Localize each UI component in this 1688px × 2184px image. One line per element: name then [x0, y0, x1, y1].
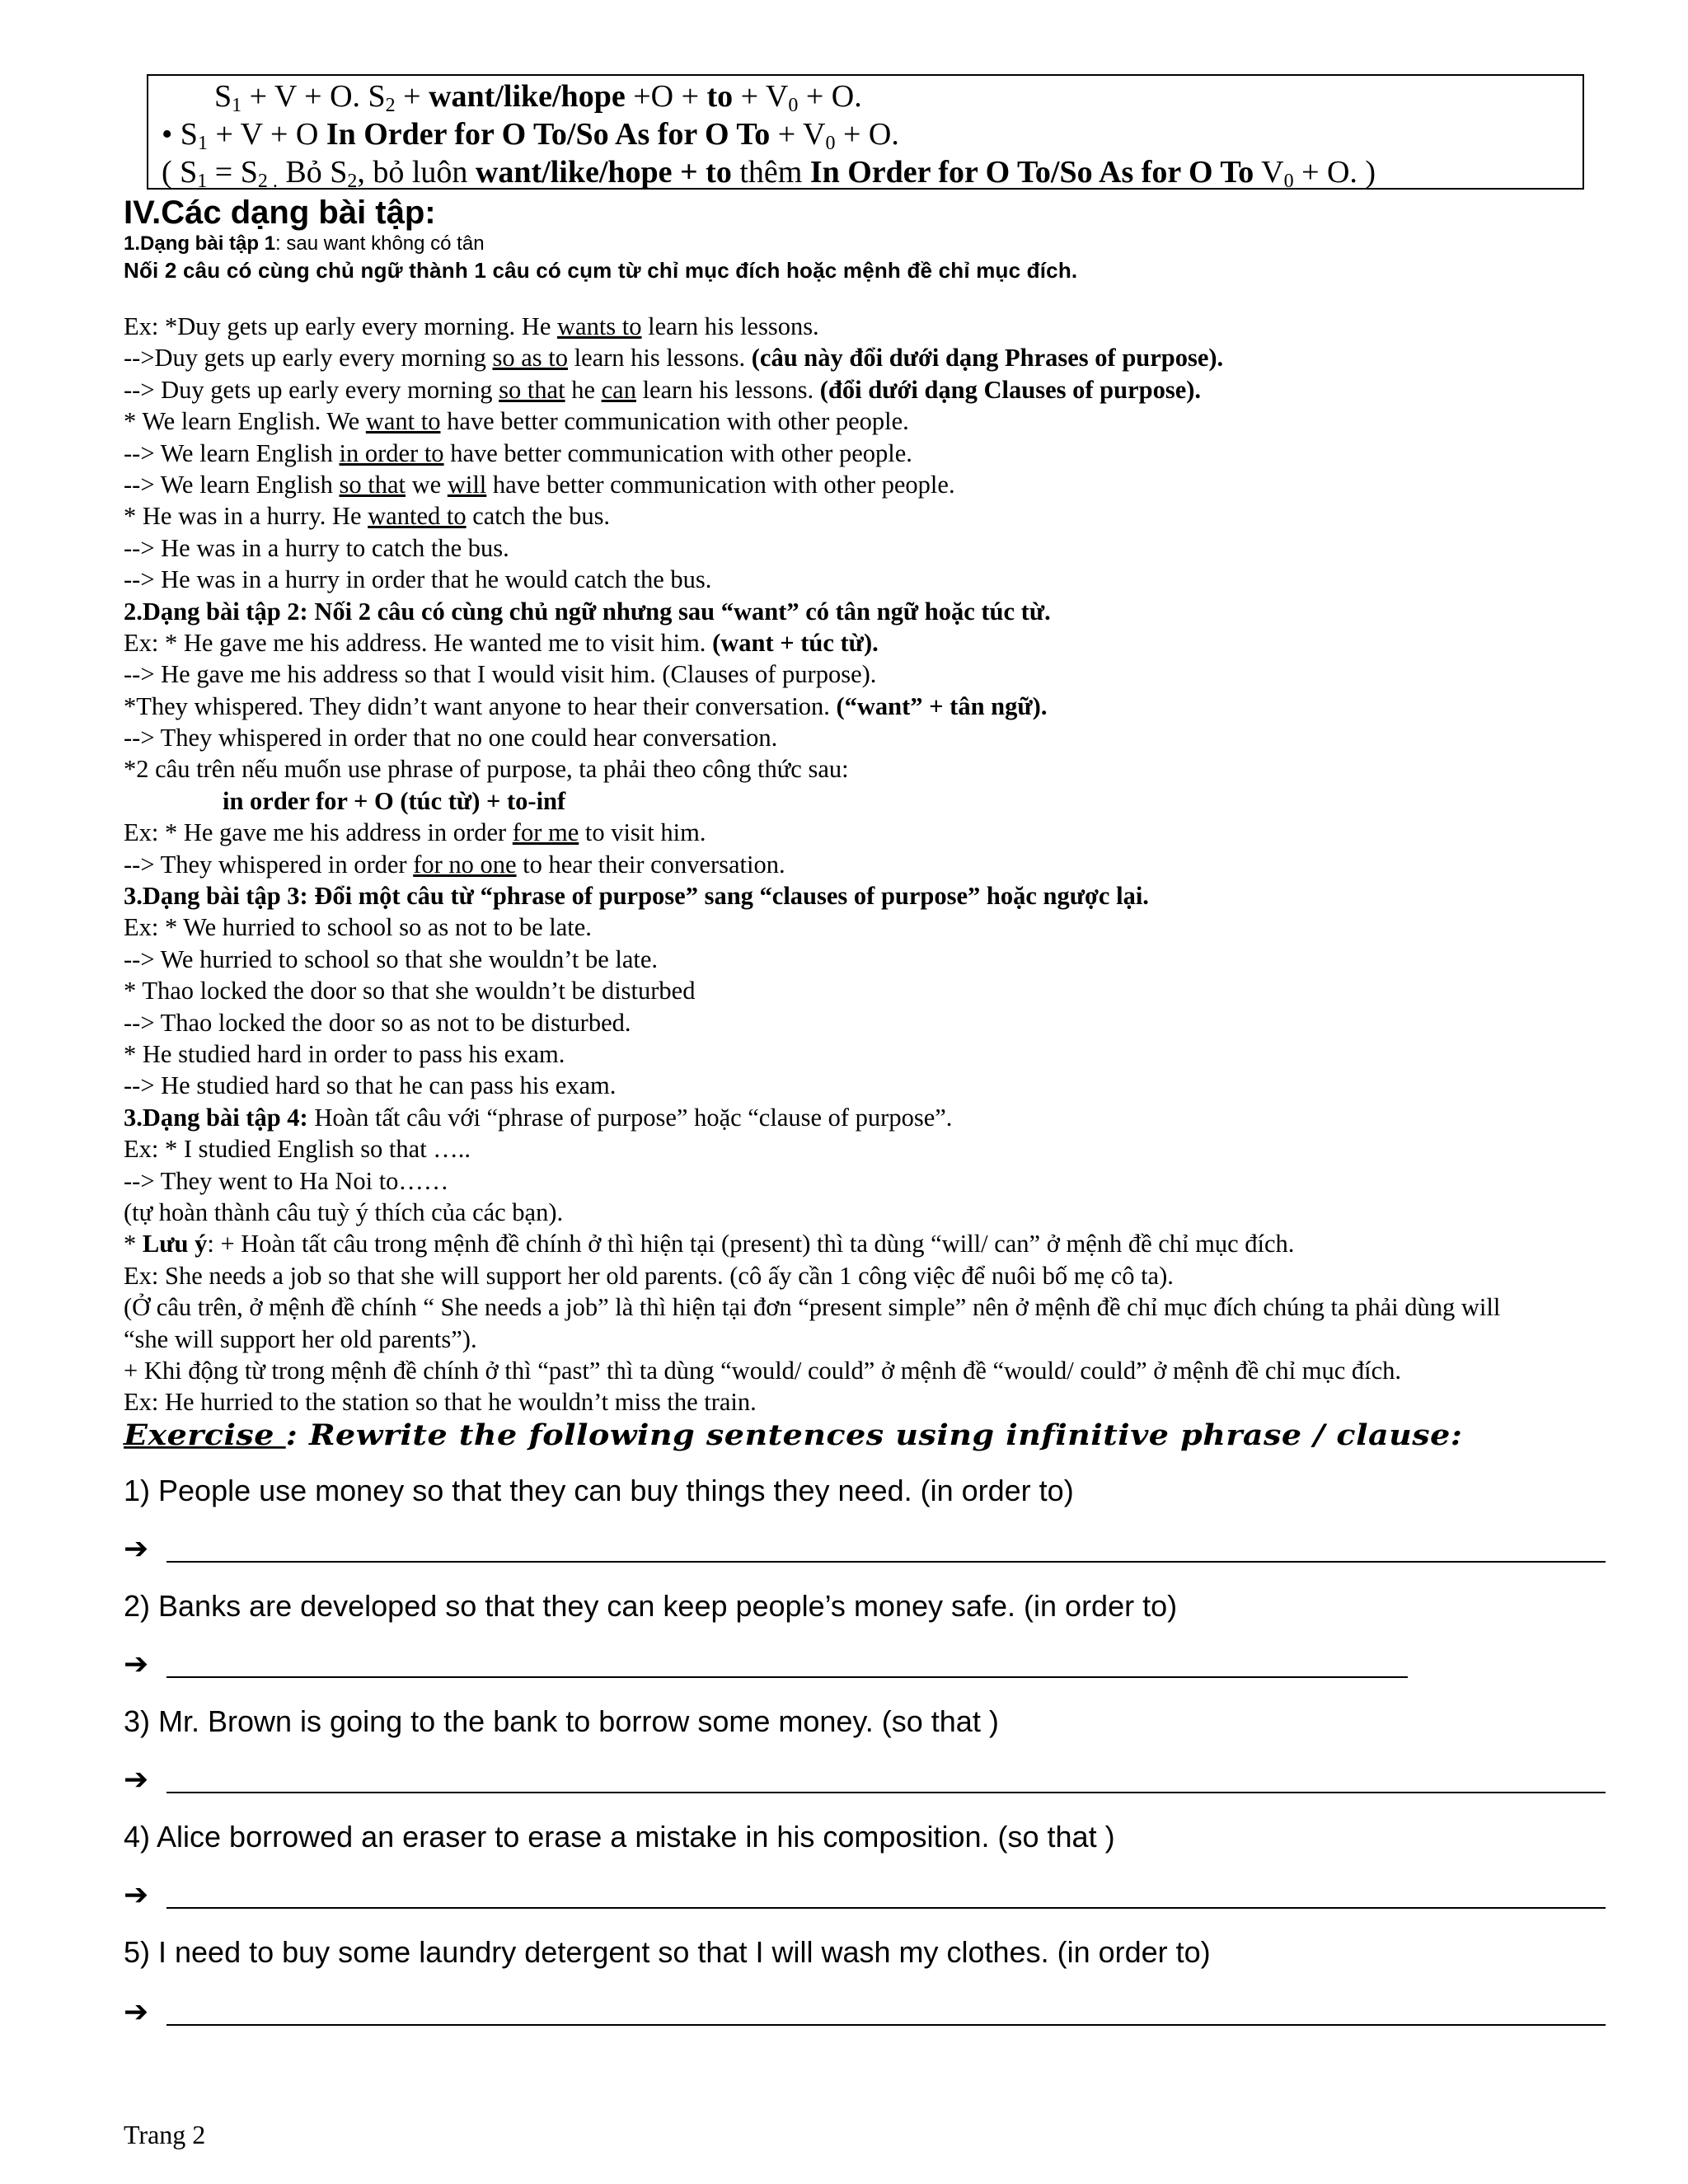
- section-heading: IV.Các dạng bài tập:: [124, 194, 436, 231]
- formula-line-1: $S_1 + V + O$. $S_2$ + want/like/hope +O + to + $V_0 + O$.: [214, 79, 862, 116]
- body-line: *They whispered. They didn’t want anyone to hear their conversation. (“want” + tân ngữ).: [124, 691, 1048, 720]
- formula-in-order-for: in order for + O (túc từ) + to-inf: [223, 786, 566, 815]
- answer-line-3[interactable]: [166, 1792, 1606, 1793]
- body-line: (tự hoàn thành câu tuỳ ý thích của các bạn).: [124, 1197, 564, 1226]
- type1-title: 1.Dạng bài tập 1: sau want không có tân: [124, 232, 485, 255]
- exercise-item-3: 3) Mr. Brown is going to the bank to borrow some money. (so that ): [124, 1704, 999, 1738]
- type2-heading: 2.Dạng bài tập 2: Nối 2 câu có cùng chủ ngữ nhưng sau “want” có tân ngữ hoặc túc từ.: [124, 597, 1051, 626]
- answer-row-3: [124, 1762, 166, 1797]
- exercise-title: Exercise : Rewrite the following sentences using infinitive phrase / clause:: [124, 1418, 1463, 1452]
- answer-line-4[interactable]: [166, 1907, 1606, 1909]
- answer-line-2[interactable]: [166, 1676, 1408, 1678]
- arrow-icon: ➔: [124, 1762, 149, 1796]
- body-line: * He studied hard in order to pass his exam.: [124, 1039, 565, 1068]
- exercise-item-4: 4) Alice borrowed an eraser to erase a mistake in his composition. (so that ): [124, 1820, 1115, 1854]
- body-line: --> They whispered in order for no one to hear their conversation.: [124, 850, 785, 879]
- type4-heading: 3.Dạng bài tập 4: Hoàn tất câu với “phrase of purpose” hoặc “clause of purpose”.: [124, 1103, 953, 1132]
- body-line: * Thao locked the door so that she wouldn’t be disturbed: [124, 977, 696, 1005]
- body-line: *2 câu trên nếu muốn use phrase of purpose, ta phải theo công thức sau:: [124, 755, 849, 784]
- answer-row-4: [124, 1877, 166, 1912]
- body-line: --> He gave me his address so that I would visit him. (Clauses of purpose).: [124, 660, 877, 689]
- body-line: --> He studied hard so that he can pass his exam.: [124, 1071, 617, 1100]
- arrow-icon: ➔: [124, 1647, 149, 1680]
- body-line: Ex: She needs a job so that she will support her old parents. (cô ấy cần 1 công việc để nuôi bố mẹ cô ta).: [124, 1261, 1174, 1290]
- note-line: * Lưu ý: + Hoàn tất câu trong mệnh đề chính ở thì hiện tại (present) thì ta dùng “will/ can” ở mệnh đề chỉ mục đích.: [124, 1230, 1295, 1258]
- body-line: Ex: * He gave me his address. He wanted me to visit him. (want + túc từ).: [124, 628, 879, 657]
- body-line: Ex: *Duy gets up early every morning. He wants to learn his lessons.: [124, 312, 819, 340]
- body-line: --> They whispered in order that no one could hear conversation.: [124, 724, 778, 752]
- body-line: * We learn English. We want to have better communication with other people.: [124, 407, 909, 436]
- body-line: --> He was in a hurry to catch the bus.: [124, 533, 509, 562]
- exercise-item-2: 2) Banks are developed so that they can keep people’s money safe. (in order to): [124, 1589, 1178, 1623]
- page-number: Trang 2: [124, 2120, 206, 2149]
- body-line: (Ở câu trên, ở mệnh đề chính “ She needs a job” là thì hiện tại đơn “present simple” nên ở mệnh đề chỉ mục đích chúng ta phải dùng will “she will support her old parents”).: [124, 1293, 1501, 1353]
- answer-row-5: [124, 1994, 166, 2029]
- arrow-icon: ➔: [124, 1531, 149, 1565]
- exercise-item-1: 1) People use money so that they can buy things they need. (in order to): [124, 1474, 1074, 1507]
- body-line: --> They went to Ha Noi to……: [124, 1166, 449, 1195]
- body-line: -->Duy gets up early every morning so as to learn his lessons. (câu này đổi dưới dạng Phrases of purpose).: [124, 344, 1224, 373]
- body-line: --> He was in a hurry in order that he would catch the bus.: [124, 565, 712, 594]
- body-line: Ex: He hurried to the station so that he wouldn’t miss the train.: [124, 1388, 757, 1417]
- arrow-icon: ➔: [124, 1877, 149, 1911]
- answer-line-1[interactable]: [166, 1561, 1606, 1563]
- answer-row-1: [124, 1531, 166, 1566]
- type3-heading: 3.Dạng bài tập 3: Đổi một câu từ “phrase of purpose” sang “clauses of purpose” hoặc ngược lại.: [124, 882, 1149, 911]
- exercise-item-5: 5) I need to buy some laundry detergent so that I will wash my clothes. (in order to): [124, 1935, 1211, 1969]
- body-line: Ex: * I studied English so that …..: [124, 1135, 471, 1164]
- formula-line-3: ( $S_1 = S_{2 .}$ Bỏ $S_2$, bỏ luôn want/like/hope + to thêm In Order for O To/So As for O To $V_0 + O$. ): [162, 155, 1376, 192]
- body-line: --> We hurried to school so that she wouldn’t be late.: [124, 944, 659, 973]
- body-line: --> Duy gets up early every morning so that he can learn his lessons. (đổi dưới dạng Clauses of purpose).: [124, 375, 1202, 404]
- formula-line-2: • $S_1 + V + O$ In Order for O To/So As for O $To + V_0 + O$.: [162, 117, 899, 154]
- type1-description: Nối 2 câu có cùng chủ ngữ thành 1 câu có cụm từ chỉ mục đích hoặc mệnh đề chỉ mục đích.: [124, 258, 1078, 283]
- body-line: --> We learn English so that we will have better communication with other people.: [124, 470, 955, 499]
- body-line: Ex: * He gave me his address in order for me to visit him.: [124, 818, 706, 847]
- body-text: [124, 311, 1607, 1418]
- arrow-icon: ➔: [124, 1994, 149, 2028]
- body-line: Ex: * We hurried to school so as not to be late.: [124, 913, 592, 942]
- body-line: * He was in a hurry. He wanted to catch the bus.: [124, 502, 611, 531]
- answer-line-5[interactable]: [166, 2024, 1606, 2026]
- body-line: + Khi động từ trong mệnh đề chính ở thì “past” thì ta dùng “would/ could” ở mệnh đề “would/ could” ở mệnh đề chỉ mục đích.: [124, 1356, 1402, 1385]
- answer-row-2: [124, 1647, 166, 1681]
- body-line: --> Thao locked the door so as not to be disturbed.: [124, 1008, 631, 1037]
- body-line: --> We learn English in order to have better communication with other people.: [124, 438, 912, 467]
- formula-box: [147, 74, 1584, 190]
